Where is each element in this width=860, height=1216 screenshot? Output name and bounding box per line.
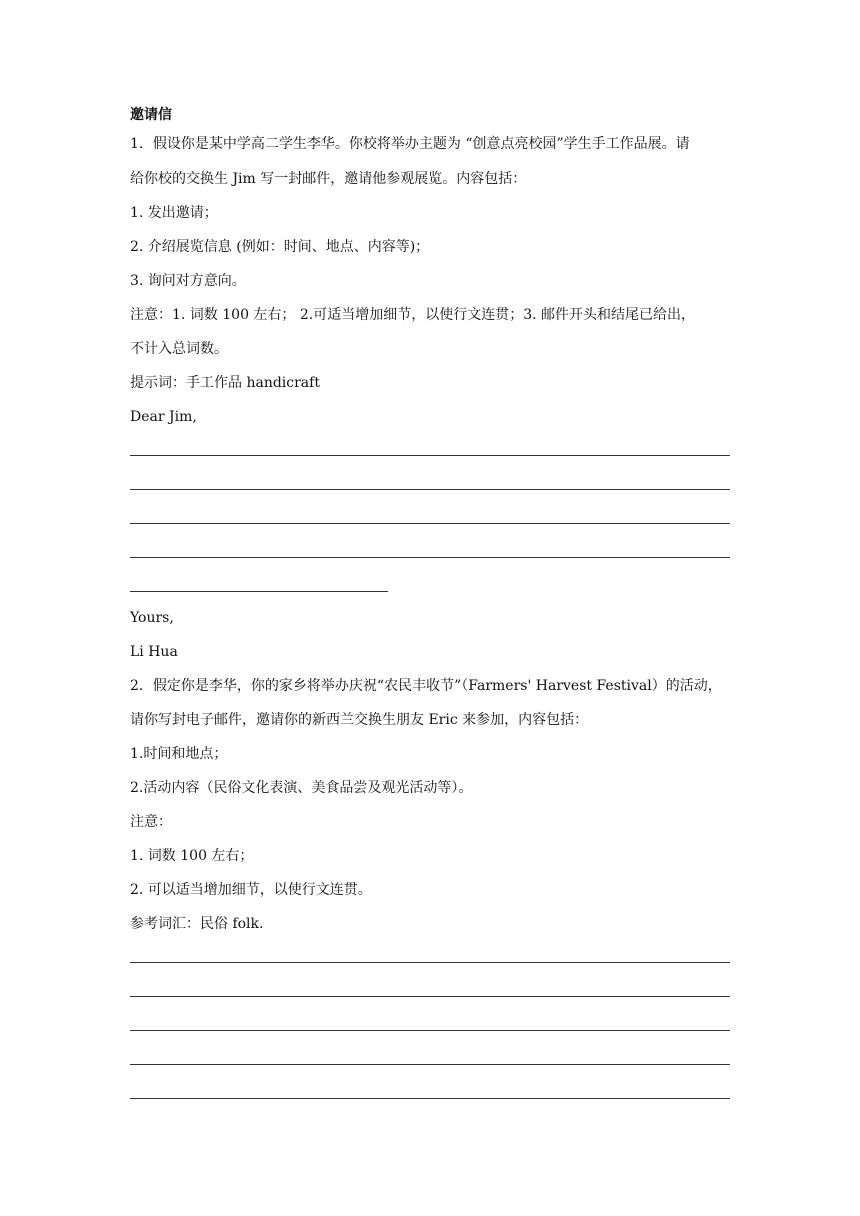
q1-closing: Yours, [130, 610, 174, 626]
q2-note-2: 2. 可以适当增加细节，以使行文连贯。 [130, 882, 372, 898]
q1-note-line-2: 不计入总词数。 [130, 341, 228, 357]
answer-line[interactable] [130, 996, 730, 997]
q1-note-line-1: 注意：1. 词数 100 左右； 2.可适当增加细节，以使行文连贯；3. 邮件开头和结尾已给出， [130, 307, 696, 323]
q2-point-1: 1.时间和地点； [130, 746, 228, 762]
answer-line[interactable] [130, 591, 388, 592]
answer-line[interactable] [130, 962, 730, 963]
answer-line[interactable] [130, 489, 730, 490]
q2-vocab: 参考词汇：民俗 folk. [130, 916, 264, 932]
q2-note-label: 注意： [130, 814, 172, 830]
q2-point-2: 2.活动内容（民俗文化表演、美食品尝及观光活动等）。 [130, 780, 473, 796]
q2-prompt-line-1: 2．假定你是李华，你的家乡将举办庆祝“农民丰收节”（Farmers' Harvest Festival）的活动， [130, 678, 722, 694]
q1-point-1: 1. 发出邀请； [130, 205, 218, 221]
q2-prompt-line-2: 请你写封电子邮件，邀请你的新西兰交换生朋友 Eric 来参加，内容包括： [130, 712, 589, 728]
q1-hint: 提示词：手工作品 handicraft [130, 375, 320, 391]
q1-signature: Li Hua [130, 644, 178, 660]
q1-greeting: Dear Jim, [130, 409, 197, 425]
q1-prompt-line-2: 给你校的交换生 Jim 写一封邮件，邀请他参观展览。内容包括： [130, 171, 527, 187]
q2-note-1: 1. 词数 100 左右； [130, 848, 254, 864]
answer-line[interactable] [130, 1098, 730, 1099]
answer-line[interactable] [130, 1064, 730, 1065]
answer-line[interactable] [130, 523, 730, 524]
q1-prompt-line-1: 1．假设你是某中学高二学生李华。你校将举办主题为 “创意点亮校园”学生手工作品展。请 [130, 136, 690, 152]
answer-line[interactable] [130, 455, 730, 456]
answer-line[interactable] [130, 557, 730, 558]
page-title: 邀请信 [130, 107, 172, 123]
q1-point-3: 3. 询问对方意向。 [130, 273, 246, 289]
answer-line[interactable] [130, 1030, 730, 1031]
q1-point-2: 2. 介绍展览信息 (例如：时间、地点、内容等)； [130, 239, 430, 255]
